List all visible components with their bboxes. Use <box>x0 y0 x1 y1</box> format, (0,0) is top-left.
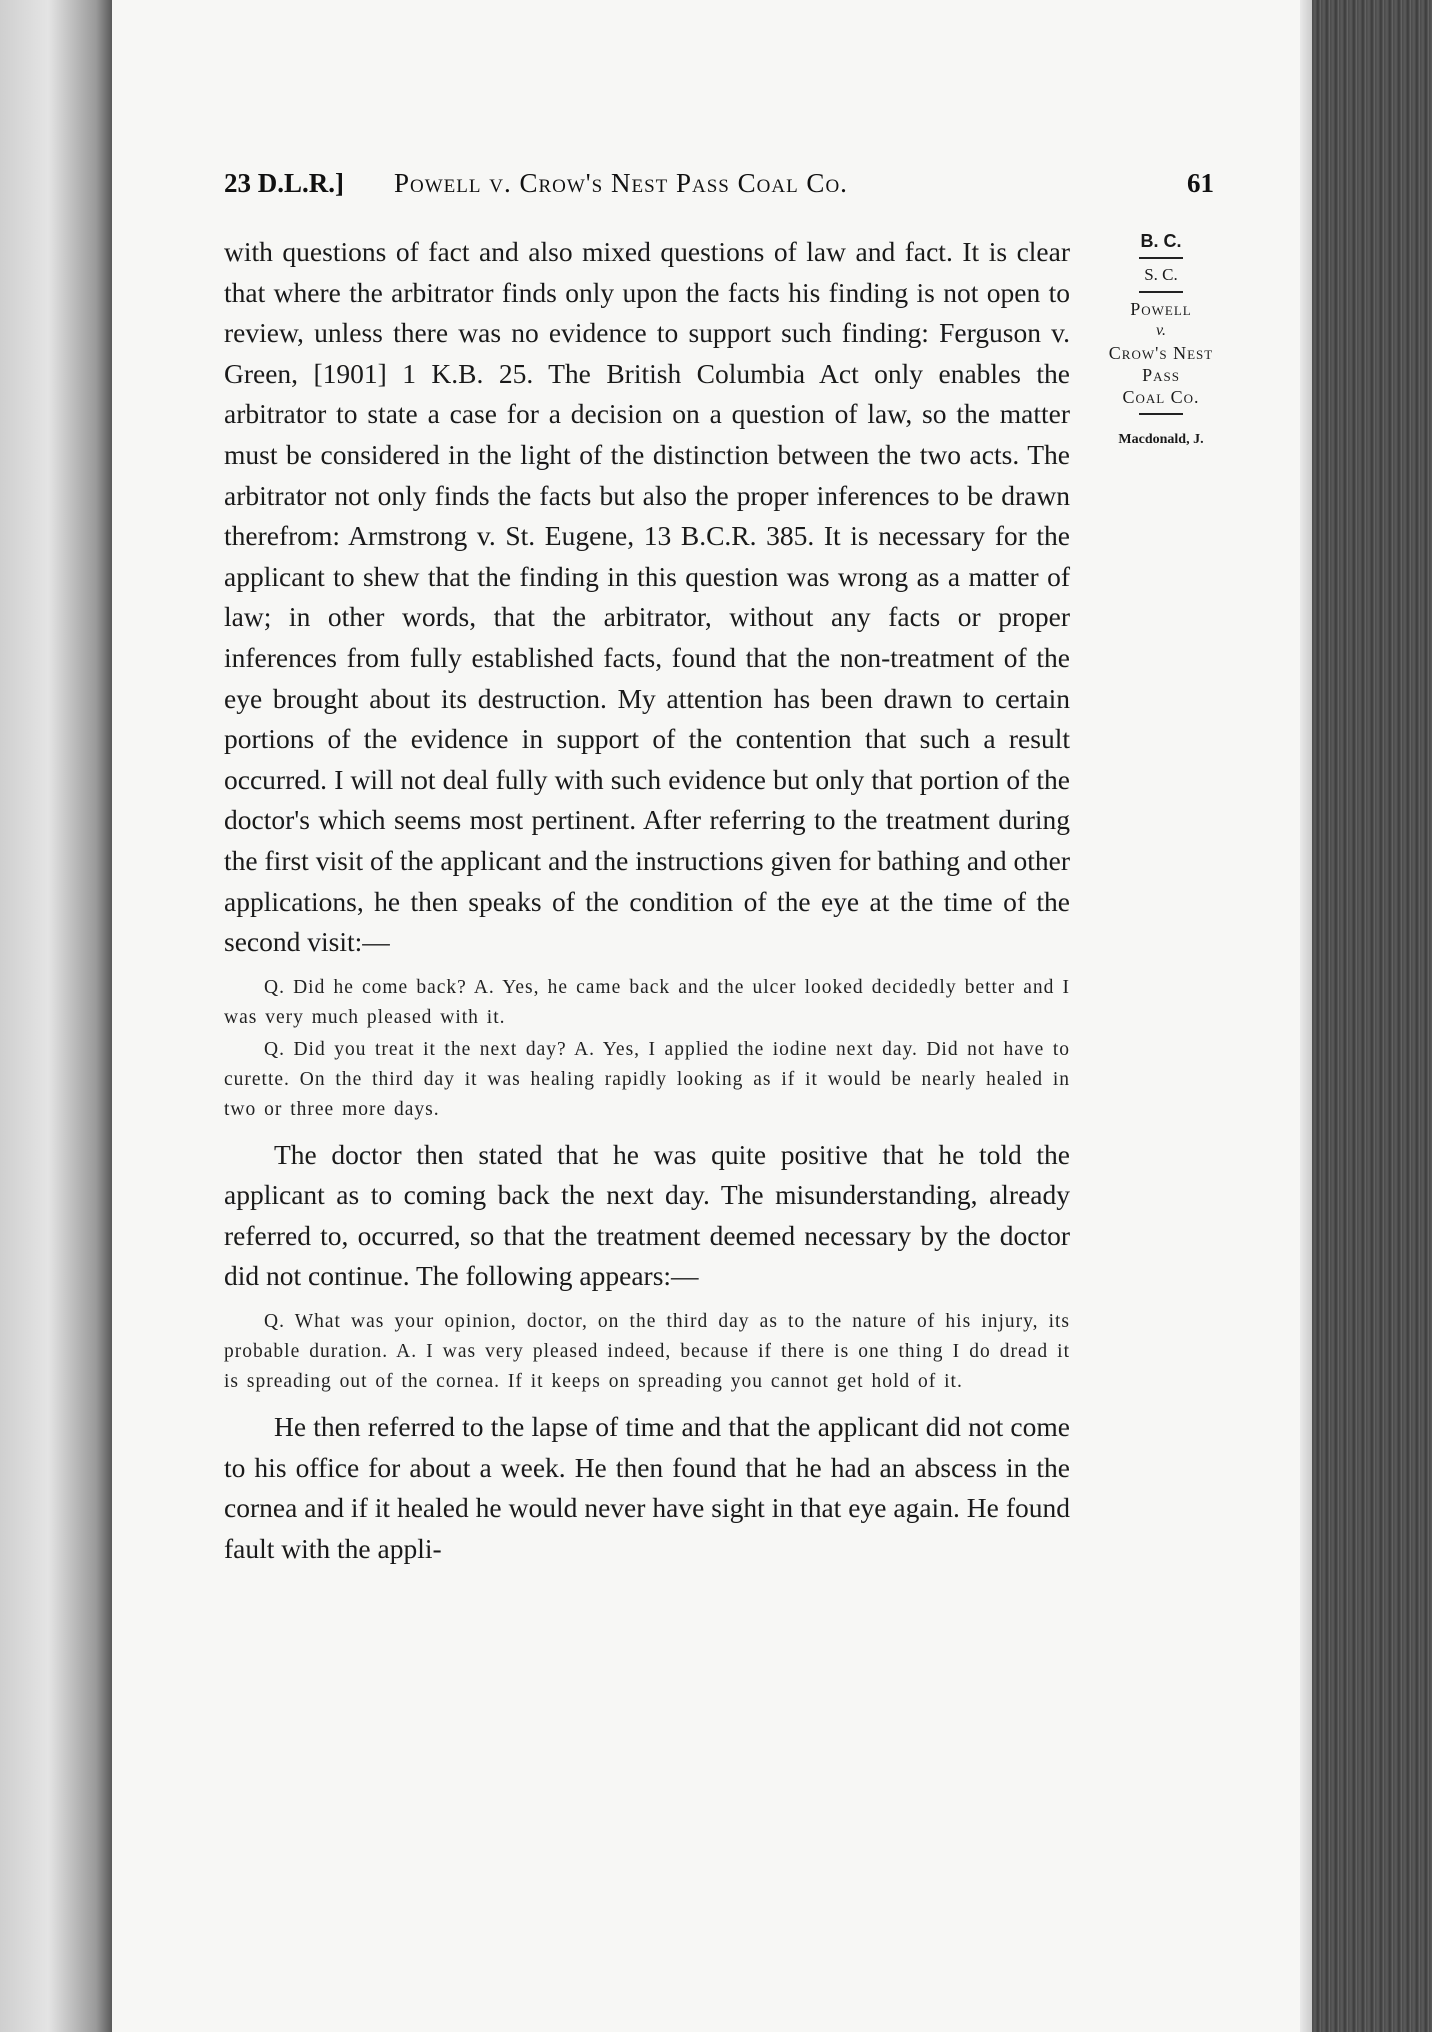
margin-party-2-line-2: Pass <box>1142 365 1180 385</box>
volume-reference: 23 D.L.R.] <box>224 168 344 198</box>
paragraph-3: He then referred to the lapse of time and that the applicant did not come to his office for about a week. He then found that he had an abscess in the cornea and if it healed he would never have sight in that eye again. He found fault with the appli- <box>224 1411 1070 1564</box>
margin-versus: v. <box>1156 322 1166 339</box>
margin-party-2-line-3: Coal Co. <box>1122 387 1200 407</box>
paragraph-2: The doctor then stated that he was quite positive that he told the applicant as to coming back the next day. The misunderstanding, already referred to, occurred, so that the treatment deemed necessary by the doctor did not continue. The following appears:— <box>224 1138 1070 1292</box>
margin-party-2-line-1: Crow's Nest <box>1108 343 1214 363</box>
margin-divider <box>1139 413 1183 415</box>
running-header <box>224 168 1214 208</box>
testimony-block-2 <box>224 1307 1070 1397</box>
paragraph-1: with questions of fact and also mixed questions of law and fact. It is clear that where the arbitrator finds only upon the facts his finding is not open to review, unless there was no evidence to support such finding: Ferguson v. Green, [1901] 1 K.B. 25. The British Columbia Act only enables the arbitrator to state a case for a decision on a question of law, so the matter must be considered in the light of the distinction between the two acts. The arbitrator not only finds the facts but also the proper inferences to be drawn therefrom: Armstrong v. St. Eugene, 13 B.C.R. 385. It is necessary for the applicant to shew that the finding in this question was wrong as a matter of law; in other words, that the arbitrator, without any facts or proper inferences from fully established facts, found that the non-treatment of the eye brought about its destruction. My attention has been drawn to certain portions of the evidence in support of the contention that such a result occurred. I will not deal fully with such evidence but only that portion of the doctor's which seems most pertinent. After referring to the treatment during the first visit of the applicant and the instructions given for bathing and other applications, he then speaks of the condition of the eye at the time of the second visit:— <box>224 236 1070 958</box>
margin-divider <box>1139 257 1183 259</box>
testimony-q3: Q. What was your opinion, doctor, on the third day as to the nature of his injury, its probable duration. A. I was very pleased indeed, because if there is one thing I do dread it is spreading out of the cornea. If it keeps on spreading you cannot get hold of it. <box>224 1311 1070 1393</box>
case-title: Powell v. Crow's Nest Pass Coal Co. <box>394 168 848 198</box>
margin-court: S. C. <box>1144 265 1178 284</box>
margin-note <box>1086 230 1236 451</box>
testimony-q2: Q. Did you treat it the next day? A. Yes, I applied the iodine next day. Did not have to curette. On the third day it was healing rapidly looking as if it would be nearly healed in two or three more days. <box>224 1038 1070 1120</box>
facing-page-edge <box>0 0 120 2032</box>
margin-judge: Macdonald, J. <box>1118 432 1204 447</box>
testimony-q1: Q. Did he come back? A. Yes, he came back and the ulcer looked decidedly better and I was very much pleased with it. <box>224 976 1070 1028</box>
margin-state: B. C. <box>1140 231 1182 251</box>
testimony-block-1 <box>224 973 1070 1125</box>
body-text <box>224 232 1070 1569</box>
book-spine <box>1312 0 1432 2032</box>
page-number: 61 <box>1187 168 1214 198</box>
margin-party-1: Powell <box>1130 299 1192 319</box>
margin-divider <box>1139 291 1183 293</box>
